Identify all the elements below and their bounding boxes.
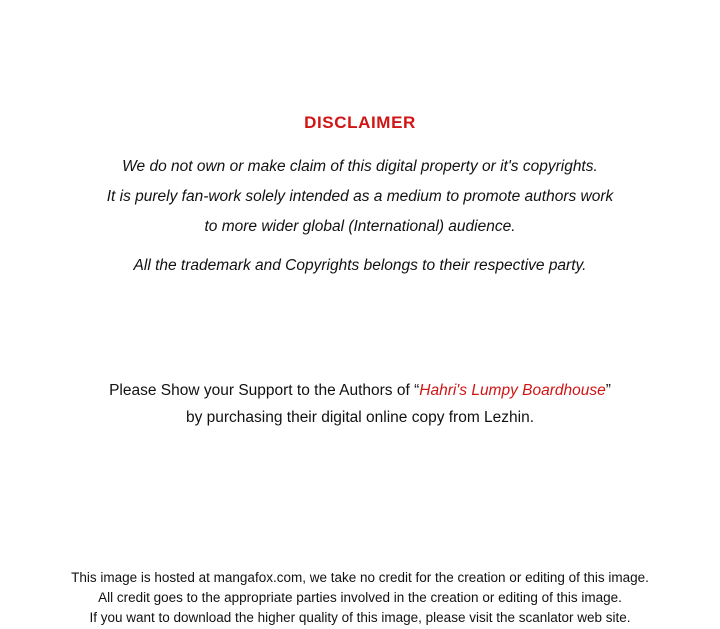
footer-line-1: This image is hosted at mangafox.com, we take no credit for the creation or editing of this image. [71, 570, 649, 585]
support-prefix: Please Show your Support to the Authors of “ [109, 382, 420, 399]
work-title: Hahri's Lumpy Boardhouse [419, 382, 606, 399]
disclaimer-body [0, 152, 720, 281]
support-line-2: by purchasing their digital online copy from Lezhin. [185, 409, 535, 426]
footer-line-3: If you want to download the higher quality of this image, please visit the scanlator web site. [89, 610, 631, 625]
hosting-footer [0, 568, 720, 628]
disclaimer-line-3: to more wider global (International) audience. [204, 218, 516, 235]
disclaimer-line-2: It is purely fan-work solely intended as a medium to promote authors work [106, 188, 614, 205]
footer-line-2: All credit goes to the appropriate parties involved in the creation or editing of this image. [98, 590, 622, 605]
disclaimer-line-1: We do not own or make claim of this digital property or it's copyrights. [122, 158, 598, 175]
support-line-1 [0, 377, 720, 404]
disclaimer-line-4: All the trademark and Copyrights belongs to their respective party. [133, 257, 587, 274]
support-suffix: ” [605, 382, 611, 399]
support-message [0, 377, 720, 431]
disclaimer-heading: DISCLAIMER [304, 113, 416, 132]
